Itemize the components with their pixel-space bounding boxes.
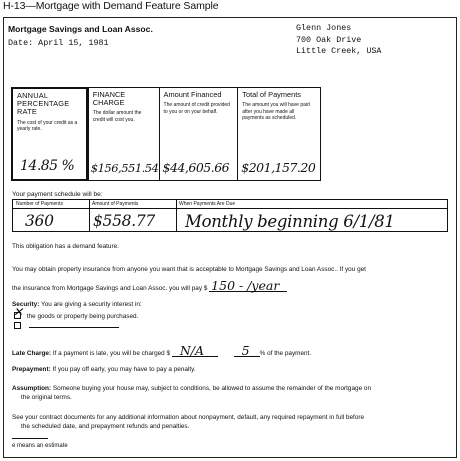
total-payments-description: The amount you will have paid after you have made all payments as scheduled. [242, 102, 310, 121]
insurance-text: the insurance from Mortgage Savings and Loan Assoc. you will pay $ [12, 285, 208, 292]
apr-heading: ANNUAL PERCENTAGE RATE [17, 91, 70, 117]
federal-box [11, 87, 321, 181]
late-charge-text: If a payment is late, you will be charged $ [52, 350, 171, 357]
schedule-intro: Your payment schedule will be: [12, 191, 103, 198]
x-mark-icon: ✕ [13, 305, 24, 319]
apr-cell [11, 87, 88, 181]
total-payments-value: $201,157.20 [241, 160, 316, 175]
total-payments-heading: Total of Payments [242, 90, 302, 99]
late-charge-line [12, 345, 311, 359]
insurance-amount: 150 - /year [209, 280, 287, 292]
total-payments-cell [237, 88, 320, 180]
date-value: April 15, 1981 [38, 38, 109, 48]
schedule-number-value: 360 [25, 212, 54, 230]
footnote-rule [12, 438, 48, 439]
late-charge-percent: 5 [234, 345, 260, 357]
date-label: Date: [8, 38, 34, 48]
schedule-header-amount: Amount of Payments [89, 200, 176, 209]
schedule-amount-value: $558.77 [93, 212, 155, 230]
borrower-address [296, 23, 381, 58]
prepayment-label: Prepayment: [12, 366, 51, 373]
assumption-line2: the original terms. [21, 394, 72, 401]
schedule-header-when: When Payments Are Due [176, 200, 447, 209]
security-other-blank [29, 322, 119, 328]
apr-description: The cost of your credit as a yearly rate. [17, 119, 78, 132]
assumption-text: Someone buying your house may, subject to conditions, be allowed to assume the remainder of the mortgage on [52, 385, 372, 392]
finance-charge-cell [88, 88, 159, 180]
prepayment-text: If you pay off early, you may have to pay a penalty. [52, 366, 196, 373]
security-checkbox-goods[interactable] [13, 305, 24, 319]
borrower-street: 700 Oak Drive [296, 34, 362, 45]
finance-charge-value: $156,551.54 [90, 161, 159, 175]
contract-line2: the scheduled date, and prepayment refunds and penalties. [21, 423, 190, 430]
finance-charge-description: The dollar amount the credit will cost you. [92, 110, 142, 123]
late-charge-suffix: % of the payment. [259, 350, 312, 357]
assumption-line [12, 385, 371, 394]
amount-financed-cell [159, 88, 238, 180]
amount-financed-heading: Amount Financed [163, 90, 222, 99]
prepayment-line [12, 366, 196, 375]
schedule-when-value: Monthly beginning 6/1/81 [185, 212, 395, 231]
contract-line1: See your contract documents for any additional information about nonpayment, default, any required repayment in full before [12, 414, 365, 421]
schedule-header-number: Number of Payments [13, 200, 89, 209]
demand-feature-text: This obligation has a demand feature. [12, 243, 119, 250]
apr-value: 14.85 % [20, 158, 75, 174]
security-option-1 [13, 305, 139, 322]
page-caption: H-13—Mortgage with Demand Feature Sample [3, 0, 219, 12]
insurance-text-line2 [12, 280, 287, 294]
amount-financed-value: $44,605.66 [162, 160, 230, 175]
security-option-2 [14, 322, 119, 332]
late-charge-amount: N/A [172, 345, 218, 357]
security-text: You are giving a security interest in: [41, 301, 142, 308]
finance-charge-heading: FINANCE CHARGE [92, 90, 126, 108]
creditor-name: Mortgage Savings and Loan Assoc. [8, 24, 153, 34]
disclosure-date [8, 38, 109, 48]
borrower-city: Little Creek, USA [296, 46, 382, 56]
insurance-text-line1: You may obtain property insurance from anyone you want that is acceptable to Mortgage Savings and Loan Assoc.. If you get [12, 266, 366, 273]
security-label: Security: [12, 301, 40, 308]
estimate-footnote: e means an estimate [12, 443, 68, 449]
late-charge-label: Late Charge: [12, 350, 52, 357]
security-line [12, 301, 142, 310]
assumption-label: Assumption: [12, 385, 52, 392]
security-option-1-label: the goods or property being purchased. [26, 313, 139, 320]
borrower-name: Glenn Jones [296, 23, 352, 33]
payment-schedule-table [12, 199, 448, 232]
security-checkbox-other[interactable] [14, 322, 21, 329]
amount-financed-description: The amount of credit provided to you or on your behalf. [163, 102, 230, 115]
